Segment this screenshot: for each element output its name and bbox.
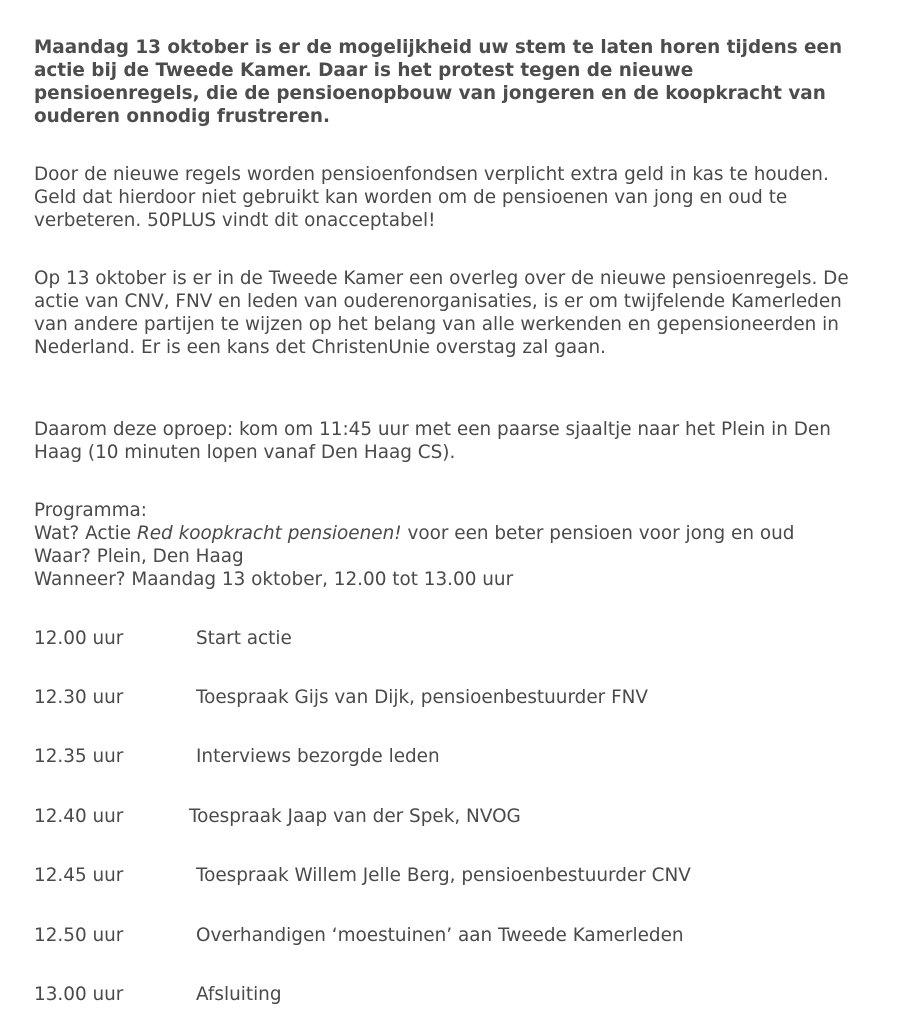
schedule-row <box>34 983 864 1007</box>
schedule-time: 12.00 uur <box>34 628 124 649</box>
programma-heading: Programma: <box>34 500 147 521</box>
programma-wat-label: Wat? Actie <box>34 523 137 544</box>
schedule-description: Afsluiting <box>196 984 282 1005</box>
schedule-time: 12.40 uur <box>34 806 124 827</box>
schedule-row <box>34 864 864 888</box>
schedule-row <box>34 924 864 948</box>
paragraph-regels: Door de nieuwe regels worden pensioenfondsen verplicht extra geld in kas te houden. Geld dat hierdoor niet gebruikt kan worden om de pensioenen van jong en oud te verbeteren. 50PLUS vindt dit onacceptabel! <box>34 164 829 231</box>
programma-wat <box>34 522 864 545</box>
schedule-description: Toespraak Willem Jelle Berg, pensioenbestuurder CNV <box>196 865 691 886</box>
intro-paragraph: Maandag 13 oktober is er de mogelijkheid uw stem te laten horen tijdens een actie bij de Tweede Kamer. Daar is het protest tegen de nieuwe pensioenregels, die de pensioenopbouw van jongeren en de koopkracht van ouderen onnodig frustreren. <box>34 37 843 127</box>
programma-wat-rest: voor een beter pensioen voor jong en oud <box>401 523 795 544</box>
schedule-row <box>34 686 864 710</box>
schedule-row <box>34 627 864 651</box>
programma-wat-actie-naam: Red koopkracht pensioenen! <box>136 523 402 544</box>
schedule-row <box>34 745 864 769</box>
paragraph-oproep: Daarom deze oproep: kom om 11:45 uur met een paarse sjaaltje naar het Plein in Den Haag (10 minuten lopen vanaf Den Haag CS). <box>34 419 831 463</box>
schedule-description: Interviews bezorgde leden <box>196 746 440 767</box>
programma-block <box>34 499 864 591</box>
schedule-description: Overhandigen ‘moestuinen’ aan Tweede Kamerleden <box>196 925 684 946</box>
schedule-description: Toespraak Gijs van Dijk, pensioenbestuurder FNV <box>196 687 648 708</box>
schedule-description: Start actie <box>196 628 292 649</box>
programma-waar: Waar? Plein, Den Haag <box>34 546 244 567</box>
paragraph-overleg: Op 13 oktober is er in de Tweede Kamer een overleg over de nieuwe pensioenregels. De actie van CNV, FNV en leden van ouderenorganisaties, is er om twijfelende Kamerleden van andere partijen te wijzen op het belang van alle werkenden en gepensioneerden in Nederland. Er is een kans det ChristenUnie overstag zal gaan. <box>34 268 849 358</box>
schedule-time: 12.30 uur <box>34 687 124 708</box>
schedule-time: 12.50 uur <box>34 925 124 946</box>
schedule-time: 13.00 uur <box>34 984 124 1005</box>
programma-wanneer: Wanneer? Maandag 13 oktober, 12.00 tot 13.00 uur <box>34 569 514 590</box>
schedule-description: Toespraak Jaap van der Spek, NVOG <box>189 806 521 827</box>
schedule-row <box>34 805 864 829</box>
schedule-time: 12.45 uur <box>34 865 124 886</box>
schedule-time: 12.35 uur <box>34 746 124 767</box>
